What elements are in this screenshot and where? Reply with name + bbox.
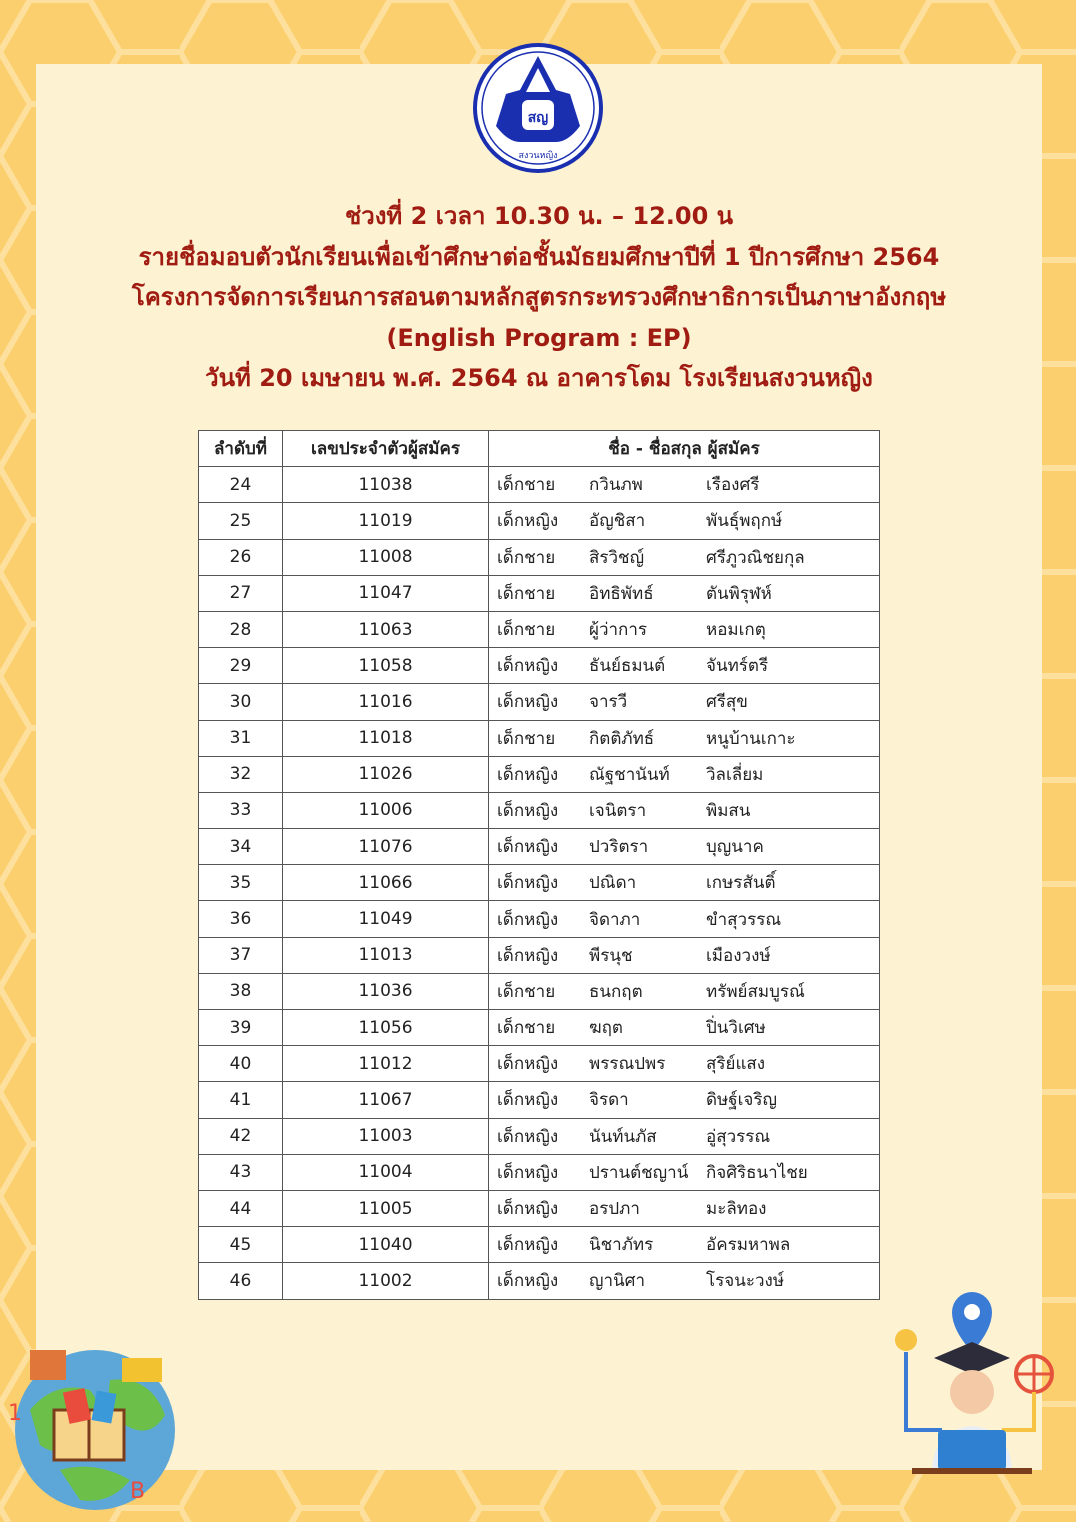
first-name: อิทธิพัทธ์ — [589, 583, 654, 604]
applicant-id-cell: 11018 — [283, 720, 489, 756]
first-name: อัญชิสา — [589, 511, 646, 532]
applicant-id-cell: 11076 — [283, 829, 489, 865]
last-name: ดิษฐ์เจริญ — [706, 1090, 778, 1111]
name-title: เด็กหญิง — [497, 1090, 559, 1111]
order-cell: 43 — [199, 1154, 283, 1190]
table-row — [199, 937, 880, 973]
last-name: จันทร์ตรี — [706, 656, 769, 677]
applicant-id-cell: 11036 — [283, 973, 489, 1009]
first-name: อรปภา — [589, 1199, 640, 1220]
applicant-id-cell: 11038 — [283, 467, 489, 503]
fullname-cell — [489, 648, 880, 684]
fullname-cell — [489, 901, 880, 937]
applicant-id-cell: 11063 — [283, 611, 489, 647]
name-title: เด็กหญิง — [497, 1235, 559, 1256]
first-name: ณัฐชานันท์ — [589, 764, 670, 785]
order-cell: 35 — [199, 865, 283, 901]
school-logo — [472, 42, 604, 174]
table-row — [199, 503, 880, 539]
last-name: โรจนะวงษ์ — [706, 1271, 785, 1292]
heading-program: โครงการจัดการเรียนการสอนตามหลักสูตรกระทรวงศึกษาธิการเป็นภาษาอังกฤษ — [131, 283, 947, 311]
last-name: กิจศิริธนาไชย — [706, 1162, 808, 1183]
column-header-order: ลำดับที่ — [199, 431, 283, 467]
last-name: เรืองศรี — [706, 475, 760, 496]
last-name: เมืองวงษ์ — [706, 945, 771, 966]
order-cell: 42 — [199, 1118, 283, 1154]
name-title: เด็กชาย — [497, 620, 556, 641]
name-title: เด็กหญิง — [497, 764, 559, 785]
applicant-id-cell: 11008 — [283, 539, 489, 575]
last-name: บุญนาค — [706, 837, 764, 858]
fullname-cell — [489, 756, 880, 792]
last-name: ปิ่นวิเศษ — [706, 1018, 766, 1039]
first-name: ญานิศา — [589, 1271, 645, 1292]
first-name: จิรดา — [589, 1090, 629, 1111]
table-row — [199, 756, 880, 792]
order-cell: 27 — [199, 575, 283, 611]
order-cell: 28 — [199, 611, 283, 647]
name-title: เด็กชาย — [497, 475, 556, 496]
order-cell: 34 — [199, 829, 283, 865]
fullname-cell — [489, 611, 880, 647]
order-cell: 37 — [199, 937, 283, 973]
applicant-id-cell: 11004 — [283, 1154, 489, 1190]
column-header-applicant-id: เลขประจำตัวผู้สมัคร — [283, 431, 489, 467]
applicant-id-cell: 11012 — [283, 1046, 489, 1082]
first-name: เจนิตรา — [589, 800, 647, 821]
applicant-id-cell: 11047 — [283, 575, 489, 611]
name-title: เด็กหญิง — [497, 1162, 559, 1183]
applicant-id-cell: 11056 — [283, 1010, 489, 1046]
fullname-cell — [489, 1082, 880, 1118]
first-name: กวินภพ — [589, 475, 643, 496]
name-title: เด็กหญิง — [497, 1199, 559, 1220]
page-heading — [36, 196, 1042, 399]
name-title: เด็กหญิง — [497, 1126, 559, 1147]
fullname-cell — [489, 1154, 880, 1190]
svg-text:B: B — [130, 1479, 146, 1504]
name-title: เด็กชาย — [497, 583, 556, 604]
heading-time-slot: ช่วงที่ 2 เวลา 10.30 น. – 12.00 น — [344, 202, 734, 230]
fullname-cell — [489, 467, 880, 503]
logo-caption: สงวนหญิง — [518, 151, 558, 161]
table-row — [199, 792, 880, 828]
order-cell: 40 — [199, 1046, 283, 1082]
last-name: ทรัพย์สมบูรณ์ — [706, 981, 805, 1002]
fullname-cell — [489, 829, 880, 865]
name-title: เด็กชาย — [497, 728, 556, 749]
first-name: ปรานต์ชญาน์ — [589, 1162, 689, 1183]
applicant-id-cell: 11005 — [283, 1190, 489, 1226]
fullname-cell — [489, 865, 880, 901]
table-row — [199, 1118, 880, 1154]
table-row — [199, 720, 880, 756]
graduate-laptop-illustration — [872, 1280, 1062, 1480]
fullname-cell — [489, 684, 880, 720]
name-title: เด็กหญิง — [497, 800, 559, 821]
column-header-fullname: ชื่อ - ชื่อสกุล ผู้สมัคร — [489, 431, 880, 467]
applicant-id-cell: 11013 — [283, 937, 489, 973]
first-name: ปวริตรา — [589, 837, 649, 858]
applicant-id-cell: 11049 — [283, 901, 489, 937]
name-title: เด็กหญิง — [497, 837, 559, 858]
last-name: ศรีภูวณิชยกุล — [706, 547, 805, 568]
last-name: พิมสน — [706, 800, 751, 821]
name-title: เด็กชาย — [497, 1018, 556, 1039]
name-title: เด็กหญิง — [497, 511, 559, 532]
last-name: ศรีสุข — [706, 692, 748, 713]
student-roster-table — [198, 430, 880, 1300]
heading-date-venue: วันที่ 20 เมษายน พ.ศ. 2564 ณ อาคารโดม โรงเรียนสงวนหญิง — [205, 364, 873, 392]
first-name: ธันย์ธมนต์ — [589, 656, 666, 677]
table-row — [199, 1082, 880, 1118]
fullname-cell — [489, 792, 880, 828]
order-cell: 44 — [199, 1190, 283, 1226]
fullname-cell — [489, 1010, 880, 1046]
fullname-cell — [489, 973, 880, 1009]
svg-text:สญ: สญ — [527, 110, 549, 126]
last-name: เกษรสันติ์ — [706, 873, 776, 894]
applicant-id-cell: 11058 — [283, 648, 489, 684]
applicant-id-cell: 11040 — [283, 1227, 489, 1263]
table-row — [199, 1010, 880, 1046]
heading-title: รายชื่อมอบตัวนักเรียนเพื่อเข้าศึกษาต่อชั้นมัธยมศึกษาปีที่ 1 ปีการศึกษา 2564 — [138, 242, 940, 271]
name-title: เด็กชาย — [497, 547, 556, 568]
applicant-id-cell: 11019 — [283, 503, 489, 539]
order-cell: 38 — [199, 973, 283, 1009]
table-row — [199, 973, 880, 1009]
first-name: สิรวิชญ์ — [589, 547, 645, 568]
order-cell: 46 — [199, 1263, 283, 1299]
last-name: ตันพิรุฬห์ — [706, 583, 772, 604]
table-row — [199, 865, 880, 901]
order-cell: 33 — [199, 792, 283, 828]
table-row — [199, 575, 880, 611]
fullname-cell — [489, 539, 880, 575]
fullname-cell — [489, 575, 880, 611]
table-row — [199, 1190, 880, 1226]
fullname-cell — [489, 1227, 880, 1263]
fullname-cell — [489, 503, 880, 539]
last-name: วิลเลี่ยม — [706, 764, 764, 785]
name-title: เด็กหญิง — [497, 873, 559, 894]
last-name: หนูบ้านเกาะ — [706, 728, 796, 749]
table-row — [199, 1227, 880, 1263]
applicant-id-cell: 11003 — [283, 1118, 489, 1154]
last-name: อู่สุวรรณ — [706, 1126, 771, 1147]
table-row — [199, 611, 880, 647]
order-cell: 41 — [199, 1082, 283, 1118]
table-header-row — [199, 431, 880, 467]
applicant-id-cell: 11006 — [283, 792, 489, 828]
name-title: เด็กชาย — [497, 981, 556, 1002]
order-cell: 45 — [199, 1227, 283, 1263]
first-name: นิชาภัทร — [589, 1235, 654, 1256]
order-cell: 25 — [199, 503, 283, 539]
heading-program-en: (English Program : EP) — [386, 323, 692, 352]
first-name: ผู้ว่าการ — [589, 620, 648, 641]
name-title: เด็กหญิง — [497, 909, 559, 930]
last-name: พันธุ์พฤกษ์ — [706, 511, 783, 532]
fullname-cell — [489, 1190, 880, 1226]
order-cell: 29 — [199, 648, 283, 684]
globe-books-illustration — [0, 1320, 190, 1520]
applicant-id-cell: 11066 — [283, 865, 489, 901]
order-cell: 32 — [199, 756, 283, 792]
order-cell: 36 — [199, 901, 283, 937]
name-title: เด็กหญิง — [497, 1271, 559, 1292]
applicant-id-cell: 11067 — [283, 1082, 489, 1118]
table-row — [199, 467, 880, 503]
first-name: จารวี — [589, 692, 628, 713]
table-row — [199, 1046, 880, 1082]
last-name: มะลิทอง — [706, 1199, 767, 1220]
first-name: ธนกฤต — [589, 981, 643, 1002]
order-cell: 30 — [199, 684, 283, 720]
order-cell: 26 — [199, 539, 283, 575]
name-title: เด็กหญิง — [497, 692, 559, 713]
table-row — [199, 1154, 880, 1190]
first-name: จิดาภา — [589, 909, 641, 930]
first-name: พรรณปพร — [589, 1054, 666, 1075]
fullname-cell — [489, 720, 880, 756]
order-cell: 24 — [199, 467, 283, 503]
last-name: หอมเกตุ — [706, 620, 766, 641]
order-cell: 39 — [199, 1010, 283, 1046]
applicant-id-cell: 11026 — [283, 756, 489, 792]
table-body — [199, 467, 880, 1299]
fullname-cell — [489, 1263, 880, 1299]
first-name: นันท์นภัส — [589, 1126, 657, 1147]
fullname-cell — [489, 937, 880, 973]
order-cell: 31 — [199, 720, 283, 756]
fullname-cell — [489, 1118, 880, 1154]
table-row — [199, 648, 880, 684]
svg-text:1: 1 — [8, 1401, 22, 1426]
table-row — [199, 901, 880, 937]
name-title: เด็กหญิง — [497, 945, 559, 966]
first-name: ปณิดา — [589, 873, 637, 894]
last-name: อัครมหาพล — [706, 1235, 791, 1256]
table-row — [199, 1263, 880, 1299]
last-name: สุริย์แสง — [706, 1054, 766, 1075]
applicant-id-cell: 11002 — [283, 1263, 489, 1299]
name-title: เด็กหญิง — [497, 656, 559, 677]
table-row — [199, 684, 880, 720]
name-title: เด็กหญิง — [497, 1054, 559, 1075]
table-row — [199, 539, 880, 575]
first-name: กิตติภัทธ์ — [589, 728, 655, 749]
first-name: ฆฤต — [589, 1018, 623, 1039]
applicant-id-cell: 11016 — [283, 684, 489, 720]
last-name: ขำสุวรรณ — [706, 909, 782, 930]
first-name: พีรนุช — [589, 945, 633, 966]
fullname-cell — [489, 1046, 880, 1082]
table-row — [199, 829, 880, 865]
